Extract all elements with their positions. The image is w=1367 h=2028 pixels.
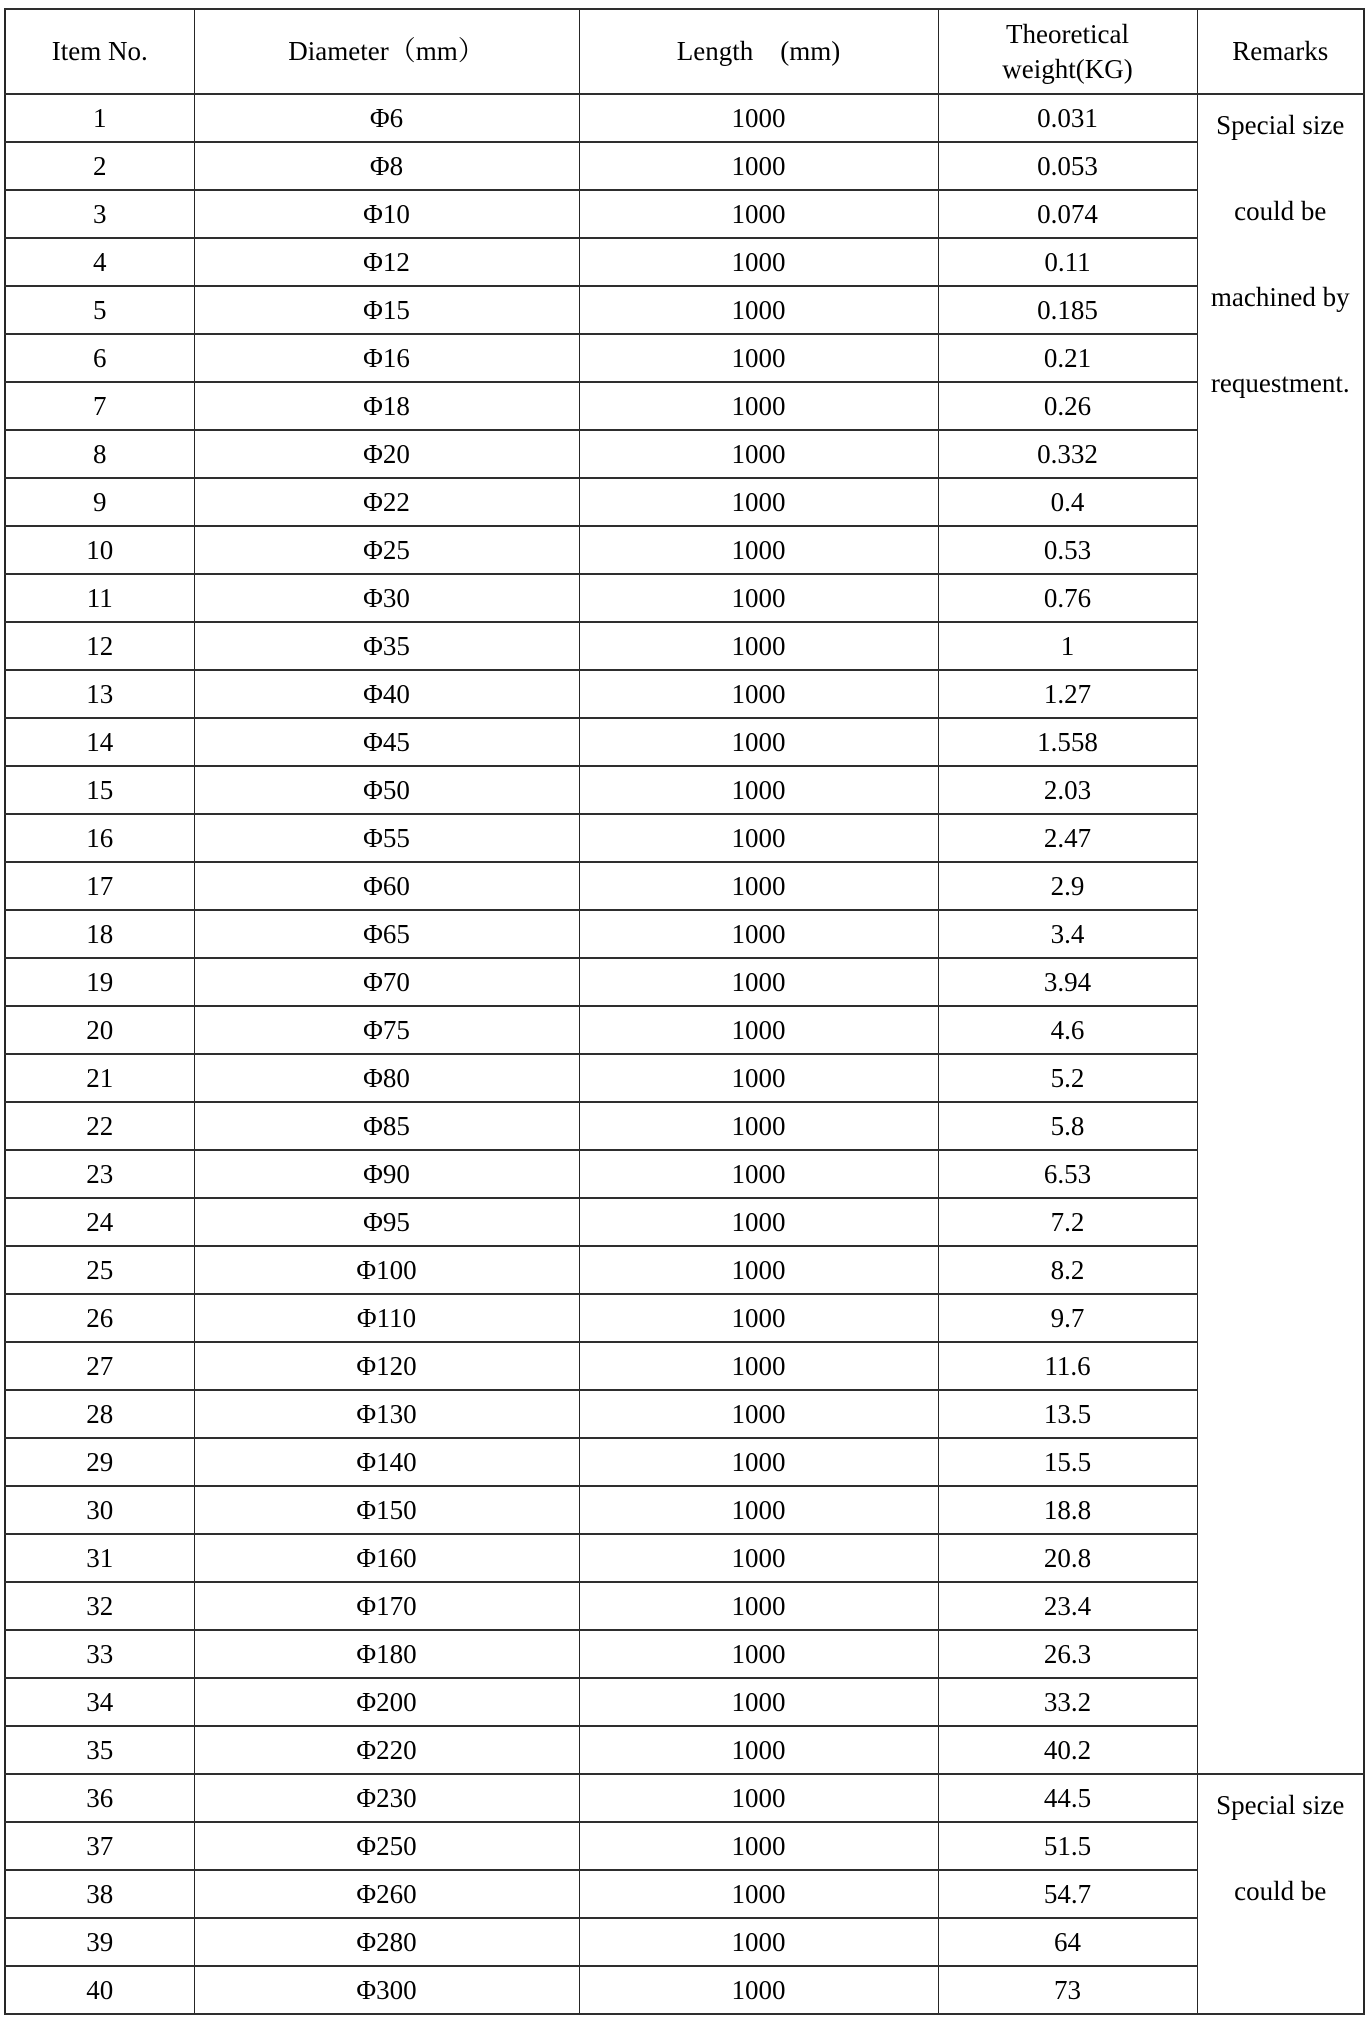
item-no-cell: 9 [5,478,194,526]
weight-cell: 73 [938,1966,1197,2014]
diameter-cell: Φ22 [194,478,579,526]
diameter-cell: Φ50 [194,766,579,814]
table-row [5,1726,1364,1774]
column-header-weight-line2: weight(KG) [1002,53,1133,84]
table-row [5,1582,1364,1630]
weight-cell: 0.053 [938,142,1197,190]
item-no-cell: 1 [5,94,194,142]
item-no-cell: 3 [5,190,194,238]
weight-cell: 0.21 [938,334,1197,382]
diameter-cell: Φ230 [194,1774,579,1822]
remark-line: Special size [1216,109,1345,140]
item-no-cell: 28 [5,1390,194,1438]
length-cell: 1000 [579,1918,938,1966]
table-row [5,1774,1364,1822]
item-no-cell: 25 [5,1246,194,1294]
length-cell: 1000 [579,862,938,910]
length-cell: 1000 [579,1822,938,1870]
table-row [5,142,1364,190]
weight-cell: 13.5 [938,1390,1197,1438]
diameter-cell: Φ260 [194,1870,579,1918]
item-no-cell: 31 [5,1534,194,1582]
length-cell: 1000 [579,1582,938,1630]
length-cell: 1000 [579,1102,938,1150]
length-cell: 1000 [579,1534,938,1582]
diameter-cell: Φ16 [194,334,579,382]
item-no-cell: 15 [5,766,194,814]
weight-cell: 5.8 [938,1102,1197,1150]
diameter-cell: Φ60 [194,862,579,910]
length-cell: 1000 [579,958,938,1006]
length-cell: 1000 [579,142,938,190]
remark-line: could be [1234,195,1327,226]
item-no-cell: 14 [5,718,194,766]
diameter-cell: Φ110 [194,1294,579,1342]
item-no-cell: 12 [5,622,194,670]
remarks-lines [1198,1774,1364,1934]
table-row [5,1390,1364,1438]
length-cell: 1000 [579,1246,938,1294]
weight-cell: 0.26 [938,382,1197,430]
diameter-cell: Φ120 [194,1342,579,1390]
length-cell: 1000 [579,1774,938,1822]
diameter-cell: Φ65 [194,910,579,958]
item-no-cell: 2 [5,142,194,190]
weight-cell: 1.27 [938,670,1197,718]
weight-cell: 2.03 [938,766,1197,814]
length-cell: 1000 [579,1006,938,1054]
item-no-cell: 32 [5,1582,194,1630]
table-body [5,94,1364,2014]
table-row [5,622,1364,670]
weight-cell: 8.2 [938,1246,1197,1294]
item-no-cell: 30 [5,1486,194,1534]
remark-line: requestment. [1210,367,1350,398]
table-row [5,94,1364,142]
diameter-cell: Φ130 [194,1390,579,1438]
table-row [5,766,1364,814]
length-cell: 1000 [579,478,938,526]
length-cell: 1000 [579,430,938,478]
weight-cell: 0.074 [938,190,1197,238]
table-row [5,814,1364,862]
table-row [5,286,1364,334]
weight-cell: 3.94 [938,958,1197,1006]
item-no-cell: 23 [5,1150,194,1198]
table-row [5,1438,1364,1486]
length-cell: 1000 [579,766,938,814]
item-no-cell: 37 [5,1822,194,1870]
item-no-cell: 16 [5,814,194,862]
diameter-cell: Φ35 [194,622,579,670]
column-header-length: Length (mm) [579,9,938,94]
weight-cell: 64 [938,1918,1197,1966]
length-cell: 1000 [579,1966,938,2014]
length-cell: 1000 [579,190,938,238]
weight-cell: 0.76 [938,574,1197,622]
weight-cell: 0.332 [938,430,1197,478]
column-header-diameter: Diameter（mm） [194,9,579,94]
table-row [5,1678,1364,1726]
diameter-cell: Φ45 [194,718,579,766]
item-no-cell: 10 [5,526,194,574]
diameter-cell: Φ85 [194,1102,579,1150]
item-no-cell: 27 [5,1342,194,1390]
diameter-cell: Φ160 [194,1534,579,1582]
weight-cell: 33.2 [938,1678,1197,1726]
length-cell: 1000 [579,1390,938,1438]
length-cell: 1000 [579,814,938,862]
weight-cell: 44.5 [938,1774,1197,1822]
item-no-cell: 38 [5,1870,194,1918]
column-header-weight [938,9,1197,94]
remarks-lines [1198,94,1364,426]
diameter-cell: Φ90 [194,1150,579,1198]
table-row [5,478,1364,526]
diameter-cell: Φ140 [194,1438,579,1486]
length-cell: 1000 [579,718,938,766]
weight-cell: 18.8 [938,1486,1197,1534]
item-no-cell: 7 [5,382,194,430]
remark-line: could be [1234,1875,1327,1906]
weight-cell: 6.53 [938,1150,1197,1198]
table-row [5,958,1364,1006]
length-cell: 1000 [579,1726,938,1774]
item-no-cell: 36 [5,1774,194,1822]
diameter-cell: Φ15 [194,286,579,334]
weight-cell: 3.4 [938,910,1197,958]
table-row [5,574,1364,622]
item-no-cell: 21 [5,1054,194,1102]
column-header-weight-line1: Theoretical [1006,18,1129,49]
remark-line: Special size [1216,1789,1345,1820]
item-no-cell: 5 [5,286,194,334]
table-row [5,1870,1364,1918]
diameter-cell: Φ95 [194,1198,579,1246]
diameter-cell: Φ30 [194,574,579,622]
item-no-cell: 29 [5,1438,194,1486]
weight-cell: 2.47 [938,814,1197,862]
table-row [5,718,1364,766]
length-cell: 1000 [579,670,938,718]
length-cell: 1000 [579,910,938,958]
table-row [5,1054,1364,1102]
weight-cell: 0.4 [938,478,1197,526]
length-cell: 1000 [579,1486,938,1534]
diameter-cell: Φ170 [194,1582,579,1630]
diameter-cell: Φ75 [194,1006,579,1054]
table-row [5,862,1364,910]
weight-cell: 11.6 [938,1342,1197,1390]
diameter-cell: Φ250 [194,1822,579,1870]
length-cell: 1000 [579,238,938,286]
table-row [5,190,1364,238]
remarks-cell [1197,94,1364,1774]
diameter-cell: Φ8 [194,142,579,190]
table-row [5,1534,1364,1582]
weight-cell: 0.11 [938,238,1197,286]
item-no-cell: 40 [5,1966,194,2014]
table-row [5,1822,1364,1870]
weight-cell: 15.5 [938,1438,1197,1486]
weight-cell: 0.53 [938,526,1197,574]
item-no-cell: 35 [5,1726,194,1774]
table-row [5,670,1364,718]
weight-cell: 1 [938,622,1197,670]
item-no-cell: 8 [5,430,194,478]
table-row [5,430,1364,478]
diameter-cell: Φ280 [194,1918,579,1966]
table-row [5,1966,1364,2014]
item-no-cell: 4 [5,238,194,286]
diameter-cell: Φ220 [194,1726,579,1774]
length-cell: 1000 [579,622,938,670]
table-row [5,1342,1364,1390]
length-cell: 1000 [579,526,938,574]
diameter-cell: Φ180 [194,1630,579,1678]
item-no-cell: 20 [5,1006,194,1054]
weight-cell: 23.4 [938,1582,1197,1630]
table-row [5,1198,1364,1246]
diameter-cell: Φ20 [194,430,579,478]
weight-cell: 7.2 [938,1198,1197,1246]
item-no-cell: 13 [5,670,194,718]
length-cell: 1000 [579,1342,938,1390]
weight-cell: 2.9 [938,862,1197,910]
item-no-cell: 26 [5,1294,194,1342]
length-cell: 1000 [579,1150,938,1198]
weight-cell: 0.031 [938,94,1197,142]
length-cell: 1000 [579,382,938,430]
diameter-cell: Φ6 [194,94,579,142]
table-row [5,1006,1364,1054]
table-row [5,1102,1364,1150]
table-row [5,334,1364,382]
length-cell: 1000 [579,334,938,382]
item-no-cell: 24 [5,1198,194,1246]
item-no-cell: 19 [5,958,194,1006]
diameter-cell: Φ25 [194,526,579,574]
table-row [5,1630,1364,1678]
length-cell: 1000 [579,94,938,142]
diameter-cell: Φ100 [194,1246,579,1294]
header-row [5,9,1364,94]
diameter-cell: Φ150 [194,1486,579,1534]
column-header-item-no: Item No. [5,9,194,94]
weight-cell: 9.7 [938,1294,1197,1342]
diameter-cell: Φ300 [194,1966,579,2014]
spec-table [4,8,1365,2015]
diameter-cell: Φ10 [194,190,579,238]
weight-cell: 5.2 [938,1054,1197,1102]
length-cell: 1000 [579,1198,938,1246]
item-no-cell: 34 [5,1678,194,1726]
diameter-cell: Φ18 [194,382,579,430]
remark-line: machined by [1210,281,1350,312]
diameter-cell: Φ55 [194,814,579,862]
length-cell: 1000 [579,574,938,622]
diameter-cell: Φ80 [194,1054,579,1102]
item-no-cell: 22 [5,1102,194,1150]
weight-cell: 54.7 [938,1870,1197,1918]
length-cell: 1000 [579,1054,938,1102]
remarks-cell [1197,1774,1364,2014]
table-row [5,238,1364,286]
length-cell: 1000 [579,1294,938,1342]
weight-cell: 4.6 [938,1006,1197,1054]
item-no-cell: 6 [5,334,194,382]
weight-cell: 20.8 [938,1534,1197,1582]
column-header-remarks: Remarks [1197,9,1364,94]
table-row [5,910,1364,958]
table-row [5,1150,1364,1198]
diameter-cell: Φ70 [194,958,579,1006]
item-no-cell: 33 [5,1630,194,1678]
length-cell: 1000 [579,286,938,334]
diameter-cell: Φ40 [194,670,579,718]
table-row [5,526,1364,574]
item-no-cell: 11 [5,574,194,622]
weight-cell: 51.5 [938,1822,1197,1870]
weight-cell: 0.185 [938,286,1197,334]
length-cell: 1000 [579,1678,938,1726]
weight-cell: 40.2 [938,1726,1197,1774]
table-row [5,1486,1364,1534]
table-row [5,382,1364,430]
document-page [4,8,1363,2015]
table-row [5,1294,1364,1342]
length-cell: 1000 [579,1630,938,1678]
table-row [5,1246,1364,1294]
table-row [5,1918,1364,1966]
item-no-cell: 17 [5,862,194,910]
weight-cell: 26.3 [938,1630,1197,1678]
item-no-cell: 18 [5,910,194,958]
diameter-cell: Φ200 [194,1678,579,1726]
length-cell: 1000 [579,1870,938,1918]
weight-cell: 1.558 [938,718,1197,766]
length-cell: 1000 [579,1438,938,1486]
item-no-cell: 39 [5,1918,194,1966]
diameter-cell: Φ12 [194,238,579,286]
